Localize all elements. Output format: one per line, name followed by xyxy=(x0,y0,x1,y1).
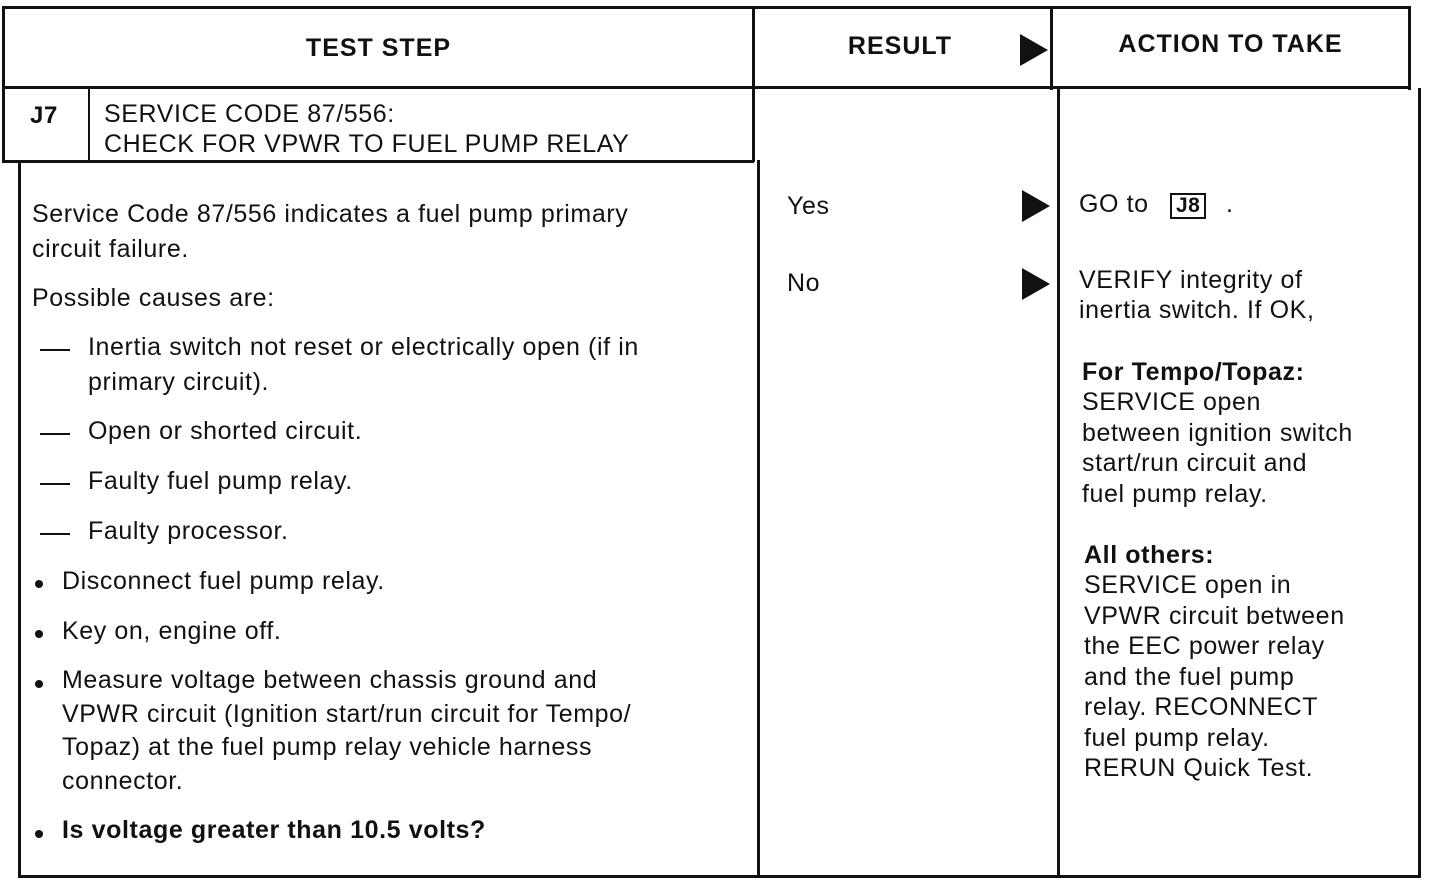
cause1-line1: Inertia switch not reset or electrically open (if in xyxy=(88,333,639,361)
others-line4: and the fuel pump xyxy=(1084,663,1295,691)
step-id: J7 xyxy=(30,102,58,129)
intro-line1: Service Code 87/556 indicates a fuel pump primary xyxy=(32,200,629,228)
action-yes-go-to: GO to xyxy=(1079,190,1149,218)
column-divider-1 xyxy=(752,6,755,162)
step2-bullet-icon xyxy=(35,630,43,638)
table-left-border-lower xyxy=(18,160,21,878)
cause4: Faulty processor. xyxy=(88,517,289,545)
header-result-arrow-icon xyxy=(1020,34,1048,66)
table-left-border xyxy=(2,6,5,161)
column-divider-2-lower xyxy=(1057,88,1060,878)
table-right-border-lower xyxy=(1418,88,1421,878)
step3-line1: Measure voltage between chassis ground and xyxy=(62,666,598,694)
header-test-step: TEST STEP xyxy=(305,34,452,62)
column-divider-1-lower xyxy=(757,160,760,878)
cause1-dash-icon xyxy=(40,349,70,351)
tempo-heading: For Tempo/Topaz: xyxy=(1082,358,1305,386)
others-line6: fuel pump relay. xyxy=(1084,724,1270,752)
others-line3: the EEC power relay xyxy=(1084,632,1325,660)
tempo-line3: start/run circuit and xyxy=(1082,449,1308,477)
cause1-line2: primary circuit). xyxy=(88,368,270,396)
others-line2: VPWR circuit between xyxy=(1084,602,1345,630)
header-result: RESULT xyxy=(847,32,953,60)
step-title-line2: CHECK FOR VPWR TO FUEL PUMP RELAY xyxy=(104,130,630,158)
cause3-dash-icon xyxy=(40,483,70,485)
intro-line2: circuit failure. xyxy=(32,235,189,263)
others-heading: All others: xyxy=(1084,541,1215,569)
table-bottom-border xyxy=(18,875,1421,878)
step-title-bottom-border xyxy=(2,160,754,163)
question: Is voltage greater than 10.5 volts? xyxy=(62,816,486,844)
cause2: Open or shorted circuit. xyxy=(88,417,363,445)
cause2-dash-icon xyxy=(40,433,70,435)
cause3: Faulty fuel pump relay. xyxy=(88,467,353,495)
header-action: ACTION TO TAKE xyxy=(1118,30,1343,58)
cause4-dash-icon xyxy=(40,533,70,535)
header-bottom-border xyxy=(2,86,1410,89)
tempo-line2: between ignition switch xyxy=(1082,419,1353,447)
action-yes-ref-box: J8 xyxy=(1170,193,1206,219)
others-line5: relay. RECONNECT xyxy=(1084,693,1319,721)
question-bullet-icon xyxy=(35,830,43,838)
result-no: No xyxy=(787,269,821,297)
table-top-border xyxy=(2,6,1410,9)
step3-bullet-icon xyxy=(35,680,43,688)
tempo-line1: SERVICE open xyxy=(1082,388,1262,416)
step3-line3: Topaz) at the fuel pump relay vehicle harness xyxy=(62,733,593,761)
step2: Key on, engine off. xyxy=(62,617,282,645)
others-line1: SERVICE open in xyxy=(1084,571,1292,599)
result-yes-arrow-icon xyxy=(1022,190,1050,222)
result-yes: Yes xyxy=(787,192,830,220)
step-title-line1: SERVICE CODE 87/556: xyxy=(104,100,395,128)
step1: Disconnect fuel pump relay. xyxy=(62,567,385,595)
result-no-arrow-icon xyxy=(1022,268,1050,300)
step3-line2: VPWR circuit (Ignition start/run circuit for Tempo/ xyxy=(62,700,632,728)
action-no-line1: VERIFY integrity of xyxy=(1079,266,1303,294)
causes-heading: Possible causes are: xyxy=(32,284,275,312)
step3-line4: connector. xyxy=(62,767,184,795)
table-right-border xyxy=(1408,6,1411,90)
action-no-line2: inertia switch. If OK, xyxy=(1079,296,1315,324)
tempo-line4: fuel pump relay. xyxy=(1082,480,1268,508)
step1-bullet-icon xyxy=(35,580,43,588)
step-id-divider xyxy=(88,88,90,162)
action-yes-period: . xyxy=(1226,190,1234,218)
others-line7: RERUN Quick Test. xyxy=(1084,754,1314,782)
